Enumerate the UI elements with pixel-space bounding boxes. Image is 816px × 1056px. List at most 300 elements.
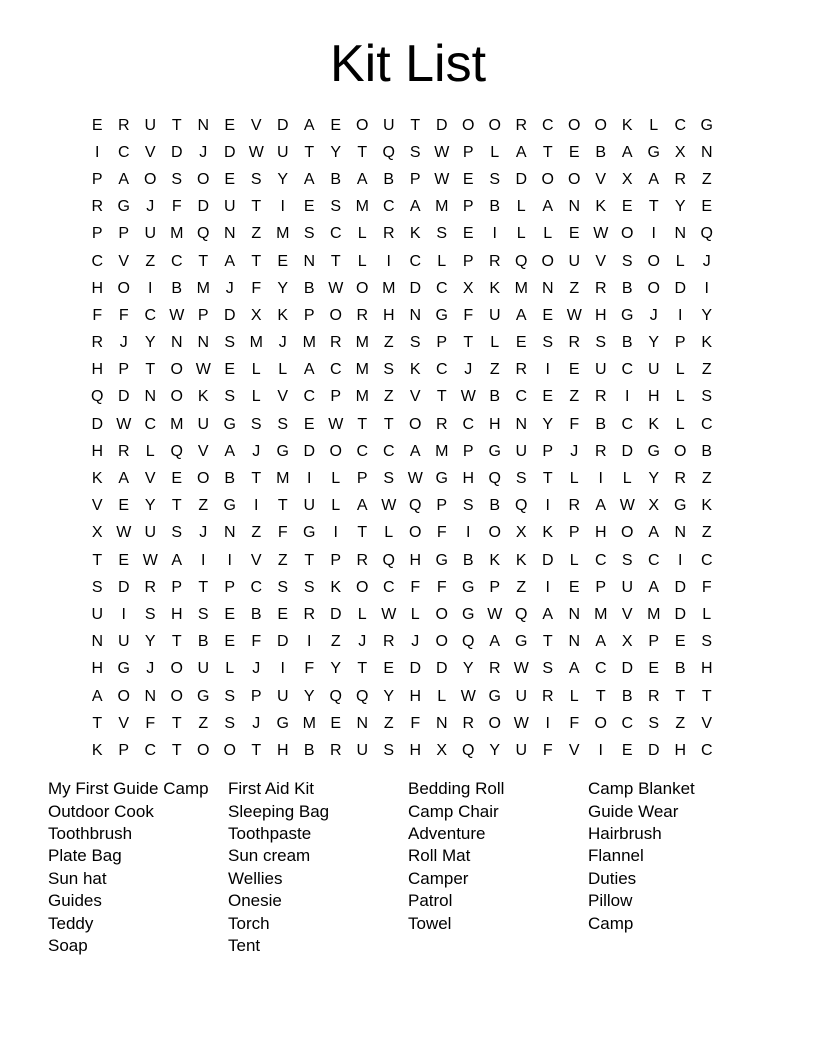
grid-letter: L xyxy=(278,361,288,379)
grid-letter: E xyxy=(462,170,474,188)
grid-letter: R xyxy=(117,116,130,134)
grid-letter: I xyxy=(307,470,312,488)
grid-letter: L xyxy=(622,470,632,488)
grid-letter: A xyxy=(224,252,236,270)
grid-letter: C xyxy=(382,198,395,216)
grid-letter: B xyxy=(489,497,501,515)
grid-letter: M xyxy=(355,334,369,352)
grid-letter: G xyxy=(621,306,634,324)
grid-letter: O xyxy=(356,279,369,297)
grid-letter: B xyxy=(224,470,236,488)
grid-letter: R xyxy=(382,633,395,651)
word-list-item: Pillow xyxy=(588,891,633,911)
grid-letter: Z xyxy=(569,279,580,297)
grid-letter: K xyxy=(489,279,501,297)
grid-letter: A xyxy=(648,524,660,542)
grid-letter: B xyxy=(383,170,395,188)
word-list-row xyxy=(48,868,788,890)
grid-letter: W xyxy=(566,306,582,324)
grid-letter: D xyxy=(223,306,236,324)
grid-letter: X xyxy=(621,170,633,188)
grid-letter: R xyxy=(594,279,607,297)
grid-letter: O xyxy=(170,660,183,678)
grid-letter: M xyxy=(355,388,369,406)
grid-letter: S xyxy=(277,578,289,596)
grid-letter: L xyxy=(569,551,579,569)
grid-letter: C xyxy=(144,306,157,324)
grid-letter: E xyxy=(674,633,686,651)
grid-letter: E xyxy=(303,415,315,433)
grid-letter: K xyxy=(489,551,501,569)
grid-letter: T xyxy=(277,497,288,515)
grid-letter: C xyxy=(674,116,687,134)
grid-letter: C xyxy=(356,442,369,460)
grid-letter: D xyxy=(647,741,660,759)
grid-letter: O xyxy=(197,170,210,188)
grid-letter: G xyxy=(435,551,448,569)
grid-letter: Q xyxy=(462,633,475,651)
grid-letter: Y xyxy=(144,633,156,651)
grid-letter: K xyxy=(330,578,342,596)
grid-letter: C xyxy=(700,551,713,569)
grid-letter: R xyxy=(594,388,607,406)
grid-letter: T xyxy=(171,497,182,515)
grid-letter: N xyxy=(700,143,713,161)
grid-letter: Y xyxy=(144,334,156,352)
grid-letter: F xyxy=(171,198,182,216)
grid-letter: Y xyxy=(144,497,156,515)
grid-letter: V xyxy=(250,551,262,569)
grid-letter: Z xyxy=(569,388,580,406)
grid-letter: F xyxy=(569,415,580,433)
grid-letter: T xyxy=(251,470,262,488)
grid-letter: A xyxy=(648,578,660,596)
grid-row xyxy=(84,438,720,465)
grid-letter: A xyxy=(489,633,501,651)
grid-letter: O xyxy=(594,714,607,732)
grid-letter: R xyxy=(568,497,581,515)
grid-row xyxy=(84,683,720,710)
grid-letter: C xyxy=(382,578,395,596)
grid-letter: U xyxy=(117,633,130,651)
grid-letter: V xyxy=(409,388,421,406)
grid-letter: V xyxy=(621,605,633,623)
grid-letter: Y xyxy=(330,660,342,678)
grid-letter: O xyxy=(488,714,501,732)
grid-letter: Z xyxy=(701,170,712,188)
grid-letter: X xyxy=(462,279,474,297)
page-title: Kit List xyxy=(329,35,487,93)
grid-letter: I xyxy=(625,388,630,406)
grid-letter: O xyxy=(356,116,369,134)
grid-letter: V xyxy=(118,252,130,270)
grid-letter: J xyxy=(278,334,287,352)
grid-row xyxy=(84,629,720,656)
grid-letter: R xyxy=(144,578,157,596)
grid-letter: N xyxy=(170,334,183,352)
grid-letter: M xyxy=(435,442,449,460)
grid-letter: P xyxy=(595,578,607,596)
grid-letter: F xyxy=(569,714,580,732)
grid-letter: U xyxy=(515,687,528,705)
grid-letter: E xyxy=(303,198,315,216)
grid-letter: H xyxy=(91,442,104,460)
grid-letter: C xyxy=(621,714,634,732)
word-list-item: Sun hat xyxy=(48,868,107,888)
grid-letter: P xyxy=(436,497,448,515)
grid-letter: E xyxy=(224,170,236,188)
grid-row xyxy=(84,166,720,193)
grid-letter: H xyxy=(674,741,687,759)
grid-letter: D xyxy=(276,633,289,651)
word-list-item: Guides xyxy=(48,891,102,911)
word-list-item: Sun cream xyxy=(228,846,311,866)
grid-letter: N xyxy=(303,252,316,270)
grid-letter: E xyxy=(542,306,554,324)
grid-letter: G xyxy=(462,578,475,596)
grid-letter: J xyxy=(464,361,473,379)
word-list-item: Plate Bag xyxy=(48,846,122,866)
grid-letter: R xyxy=(356,306,369,324)
grid-letter: A xyxy=(224,442,236,460)
grid-letter: F xyxy=(145,714,156,732)
grid-letter: W xyxy=(381,497,397,515)
grid-letter: V xyxy=(144,143,156,161)
grid-letter: S xyxy=(383,741,395,759)
grid-letter: I xyxy=(307,633,312,651)
word-list-item: Towel xyxy=(408,913,452,933)
grid-letter: T xyxy=(542,633,553,651)
grid-letter: M xyxy=(170,225,184,243)
grid-letter: L xyxy=(569,470,579,488)
grid-row xyxy=(84,465,720,492)
grid-letter: O xyxy=(594,116,607,134)
grid-letter: U xyxy=(197,415,210,433)
grid-letter: Q xyxy=(382,143,395,161)
grid-letter: I xyxy=(121,605,126,623)
grid-letter: O xyxy=(488,116,501,134)
grid-letter: U xyxy=(144,116,157,134)
grid-letter: O xyxy=(197,470,210,488)
grid-letter: V xyxy=(91,497,103,515)
grid-letter: A xyxy=(118,470,130,488)
grid-letter: F xyxy=(304,660,315,678)
grid-letter: E xyxy=(648,660,660,678)
grid-letter: D xyxy=(435,116,448,134)
grid-letter: H xyxy=(700,660,713,678)
grid-letter: Y xyxy=(303,687,315,705)
grid-letter: M xyxy=(302,714,316,732)
grid-letter: R xyxy=(647,687,660,705)
grid-letter: F xyxy=(542,741,553,759)
grid-letter: F xyxy=(463,306,474,324)
grid-letter: T xyxy=(171,633,182,651)
grid-letter: G xyxy=(276,442,289,460)
grid-letter: O xyxy=(170,361,183,379)
grid-letter: S xyxy=(277,415,289,433)
grid-letter: D xyxy=(276,116,289,134)
grid-letter: R xyxy=(356,551,369,569)
grid-letter: M xyxy=(170,415,184,433)
grid-letter: W xyxy=(460,687,476,705)
grid-letter: C xyxy=(621,415,634,433)
grid-row xyxy=(84,112,720,139)
grid-letter: P xyxy=(91,225,103,243)
grid-letter: T xyxy=(304,143,315,161)
grid-letter: G xyxy=(197,687,210,705)
grid-letter: L xyxy=(675,415,685,433)
grid-letter: V xyxy=(568,741,580,759)
grid-letter: O xyxy=(541,252,554,270)
grid-letter: A xyxy=(171,551,183,569)
grid-letter: F xyxy=(92,306,103,324)
grid-letter: W xyxy=(116,415,132,433)
grid-letter: M xyxy=(355,361,369,379)
grid-letter: T xyxy=(357,524,368,542)
grid-letter: E xyxy=(568,143,580,161)
grid-letter: E xyxy=(542,388,554,406)
grid-letter: T xyxy=(675,687,686,705)
grid-letter: C xyxy=(303,388,316,406)
grid-letter: L xyxy=(437,687,447,705)
grid-letter: E xyxy=(118,551,130,569)
grid-letter: O xyxy=(674,442,687,460)
grid-letter: Q xyxy=(329,687,342,705)
grid-letter: U xyxy=(647,361,660,379)
grid-letter: D xyxy=(621,442,634,460)
grid-row xyxy=(84,710,720,737)
grid-letter: U xyxy=(356,741,369,759)
grid-letter: A xyxy=(118,170,130,188)
grid-letter: L xyxy=(516,198,526,216)
grid-letter: S xyxy=(91,578,103,596)
grid-letter: O xyxy=(621,524,634,542)
grid-row xyxy=(84,275,720,302)
grid-letter: U xyxy=(382,116,395,134)
word-list-row xyxy=(48,800,788,822)
word-list-item: Sleeping Bag xyxy=(228,801,330,821)
grid-letter: E xyxy=(171,470,183,488)
grid-letter: V xyxy=(118,714,130,732)
grid-letter: U xyxy=(223,198,236,216)
grid-letter: S xyxy=(303,225,315,243)
grid-letter: J xyxy=(146,198,155,216)
grid-letter: F xyxy=(701,578,712,596)
grid-letter: B xyxy=(197,633,209,651)
grid-letter: P xyxy=(118,225,130,243)
grid-letter: W xyxy=(195,361,211,379)
grid-letter: N xyxy=(223,524,236,542)
word-list-item: Camper xyxy=(408,868,469,888)
grid-letter: B xyxy=(674,660,686,678)
grid-letter: S xyxy=(515,470,527,488)
grid-letter: R xyxy=(488,660,501,678)
grid-letter: X xyxy=(250,306,262,324)
grid-letter: G xyxy=(515,633,528,651)
grid-letter: Z xyxy=(277,551,288,569)
grid-letter: Z xyxy=(198,497,209,515)
grid-letter: K xyxy=(91,741,103,759)
grid-letter: H xyxy=(382,306,395,324)
grid-letter: S xyxy=(171,524,183,542)
grid-letter: X xyxy=(91,524,103,542)
grid-letter: L xyxy=(251,388,261,406)
grid-letter: L xyxy=(357,605,367,623)
grid-letter: O xyxy=(356,578,369,596)
grid-letter: E xyxy=(568,361,580,379)
grid-letter: J xyxy=(702,252,711,270)
grid-letter: D xyxy=(621,660,634,678)
grid-letter: W xyxy=(328,279,344,297)
grid-letter: E xyxy=(568,578,580,596)
grid-letter: T xyxy=(251,198,262,216)
grid-letter: M xyxy=(435,198,449,216)
grid-letter: O xyxy=(117,279,130,297)
grid-letter: Z xyxy=(330,633,341,651)
grid-letter: V xyxy=(277,388,289,406)
grid-letter: I xyxy=(95,143,100,161)
grid-letter: F xyxy=(436,524,447,542)
grid-letter: O xyxy=(144,170,157,188)
grid-letter: B xyxy=(489,388,501,406)
grid-letter: W xyxy=(328,415,344,433)
grid-letter: Q xyxy=(356,687,369,705)
grid-letter: V xyxy=(144,470,156,488)
word-list-item: Camp Chair xyxy=(408,801,499,821)
grid-letter: O xyxy=(568,116,581,134)
word-list-item: Toothbrush xyxy=(48,823,133,843)
grid-letter: D xyxy=(674,605,687,623)
grid-letter: A xyxy=(595,633,607,651)
grid-letter: T xyxy=(198,252,209,270)
grid-letter: D xyxy=(674,279,687,297)
grid-letter: D xyxy=(409,660,422,678)
grid-letter: U xyxy=(91,605,104,623)
grid-letter: C xyxy=(409,252,422,270)
grid-letter: S xyxy=(144,605,156,623)
grid-letter: S xyxy=(462,497,474,515)
grid-letter: I xyxy=(545,361,550,379)
grid-letter: T xyxy=(198,578,209,596)
grid-letter: C xyxy=(435,361,448,379)
grid-letter: Z xyxy=(383,714,394,732)
grid-letter: S xyxy=(595,334,607,352)
grid-letter: M xyxy=(302,334,316,352)
grid-letter: R xyxy=(382,225,395,243)
word-list-row xyxy=(48,778,788,800)
grid-letter: L xyxy=(225,660,235,678)
grid-letter: C xyxy=(700,415,713,433)
grid-letter: I xyxy=(466,524,471,542)
grid-letter: F xyxy=(251,633,262,651)
grid-letter: T xyxy=(330,252,341,270)
grid-letter: Z xyxy=(701,524,712,542)
grid-letter: Y xyxy=(277,170,289,188)
grid-letter: P xyxy=(197,306,209,324)
word-list-item: Toothpaste xyxy=(228,823,312,843)
grid-letter: R xyxy=(117,442,130,460)
grid-letter: A xyxy=(409,442,421,460)
grid-letter: X xyxy=(648,497,660,515)
grid-letter: L xyxy=(357,252,367,270)
grid-letter: E xyxy=(621,198,633,216)
grid-letter: L xyxy=(437,252,447,270)
grid-letter: Z xyxy=(198,714,209,732)
grid-letter: R xyxy=(515,116,528,134)
grid-row xyxy=(84,547,720,574)
grid-letter: O xyxy=(568,170,581,188)
grid-letter: R xyxy=(91,198,104,216)
grid-letter: G xyxy=(462,605,475,623)
grid-letter: U xyxy=(568,252,581,270)
grid-letter: S xyxy=(250,170,262,188)
grid-letter: T xyxy=(251,252,262,270)
grid-letter: I xyxy=(148,279,153,297)
grid-letter: R xyxy=(462,714,475,732)
grid-letter: A xyxy=(356,497,368,515)
grid-letter: J xyxy=(146,660,155,678)
grid-letter: W xyxy=(434,170,450,188)
grid-letter: T xyxy=(357,415,368,433)
grid-letter: L xyxy=(569,687,579,705)
grid-letter: N xyxy=(541,279,554,297)
grid-letter: H xyxy=(276,741,289,759)
grid-letter: I xyxy=(598,470,603,488)
grid-letter: G xyxy=(117,660,130,678)
grid-letter: R xyxy=(674,170,687,188)
grid-letter: H xyxy=(488,415,501,433)
grid-letter: E xyxy=(701,198,713,216)
grid-letter: R xyxy=(329,334,342,352)
grid-letter: T xyxy=(383,415,394,433)
grid-letter: L xyxy=(675,252,685,270)
word-list-item: My First Guide Camp xyxy=(48,779,209,799)
grid-letter: N xyxy=(197,334,210,352)
word-list-item: Duties xyxy=(588,868,637,888)
grid-letter: Y xyxy=(383,687,395,705)
grid-letter: Z xyxy=(145,252,156,270)
grid-letter: D xyxy=(117,578,130,596)
grid-letter: V xyxy=(250,116,262,134)
grid-letter: I xyxy=(598,741,603,759)
grid-letter: B xyxy=(303,279,315,297)
grid-letter: A xyxy=(648,170,660,188)
grid-letter: Z xyxy=(516,578,527,596)
grid-letter: O xyxy=(435,605,448,623)
grid-letter: M xyxy=(382,279,396,297)
grid-letter: O xyxy=(435,633,448,651)
grid-letter: B xyxy=(250,605,262,623)
grid-letter: K xyxy=(91,470,103,488)
grid-letter: C xyxy=(541,116,554,134)
grid-letter: K xyxy=(648,415,660,433)
grid-letter: S xyxy=(171,170,183,188)
grid-letter: I xyxy=(545,714,550,732)
grid-letter: Z xyxy=(701,361,712,379)
grid-letter: R xyxy=(435,415,448,433)
grid-letter: D xyxy=(303,442,316,460)
grid-letter: S xyxy=(250,415,262,433)
grid-letter: B xyxy=(489,198,501,216)
grid-letter: T xyxy=(92,714,103,732)
grid-letter: B xyxy=(621,279,633,297)
grid-letter: N xyxy=(568,605,581,623)
grid-letter: T xyxy=(463,334,474,352)
grid-letter: G xyxy=(303,524,316,542)
grid-letter: C xyxy=(435,279,448,297)
grid-letter: E xyxy=(91,116,103,134)
grid-letter: A xyxy=(303,170,315,188)
